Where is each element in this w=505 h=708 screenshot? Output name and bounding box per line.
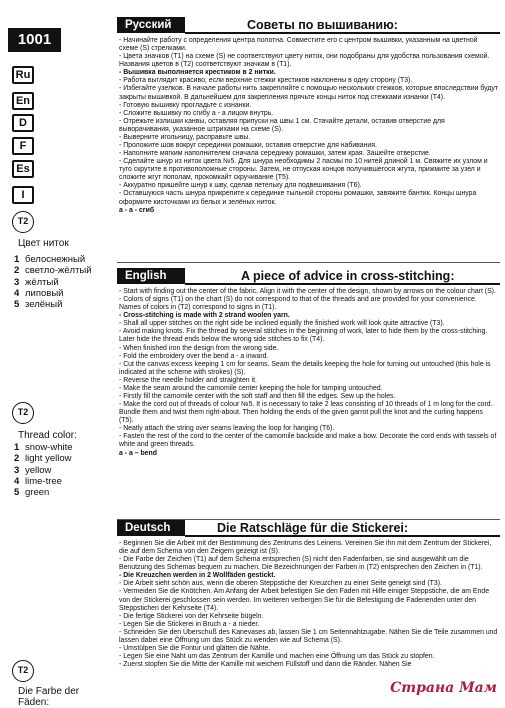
instruction-line: - Shall all upper stitches on the right side be inclined equally the finished work will look quite attractive (T3). bbox=[119, 320, 445, 328]
instruction-line: - Die Kreuzchen werden in 2 Wollfäden gestickt. bbox=[119, 572, 276, 580]
instruction-line: - Die fertige Stickerei von der Kehrseite bügeln. bbox=[119, 612, 264, 620]
instruction-line: а - а - сгиб bbox=[119, 206, 155, 214]
instruction-line: - Наполните мягким наполнителем сначала серединку ромашки, затем края. Зашейте отверстие. bbox=[119, 150, 431, 158]
watermark-logo: Страна Мам bbox=[386, 680, 501, 696]
section-body bbox=[117, 35, 500, 215]
section-tab-russian: Русский bbox=[117, 17, 185, 33]
header-rule bbox=[185, 32, 500, 34]
section-divider bbox=[117, 262, 500, 263]
instruction-line: - When finished iron the design from the wrong side. bbox=[119, 344, 279, 352]
instruction-line: - Выверните игольницу, расправьте швы. bbox=[119, 133, 251, 141]
list-item: 3 жёлтый bbox=[14, 276, 59, 288]
section-title: Die Ratschläge für die Stickerei: bbox=[217, 521, 409, 535]
t2-badge-ru: T2 bbox=[12, 211, 34, 233]
t2-badge-en: T2 bbox=[12, 402, 34, 424]
list-item: 2 светло-жёлтый bbox=[14, 265, 92, 277]
en-color-list bbox=[14, 442, 73, 498]
instruction-line: - Make the cord out of threads of colour №5. It is necessary to take 2 leas consisting of 10 threads of 1 m long for the cord. Bundle them and twist them right-about. Then holding the ends of the given garrot pull the knot and the curling happens (T5). bbox=[119, 401, 493, 425]
section-header bbox=[117, 268, 500, 286]
list-item: 4 липовый bbox=[14, 287, 64, 299]
instruction-line: a - a – bend bbox=[119, 449, 157, 457]
section-header bbox=[117, 17, 500, 35]
header-rule bbox=[185, 535, 500, 537]
instruction-line: - Cross-stitching is made with 2 strand woolen yarn. bbox=[119, 312, 290, 320]
lang-tab-en[interactable]: En bbox=[12, 92, 34, 110]
list-item: 4 lime-tree bbox=[14, 475, 62, 487]
ru-color-title: Цвет ниток bbox=[18, 238, 69, 249]
lang-tab-ru[interactable]: Ru bbox=[12, 66, 34, 84]
instruction-line: - Вышивка выполняется крестиком в 2 нитки. bbox=[119, 69, 276, 77]
instruction-line: - Цвета значков (T1) на схеме (S) не соответствуют цвету ниток, они подобраны для удобства пользования схемой. Названия цветов в (T2) соответствуют значкам в (T1). bbox=[119, 53, 490, 69]
instruction-line: - Schneiden Sie den Überschuß des Kanevases ab, lassen Sie 1 cm Seitennahtzugabe. Nähen Sie die Teile zusammen und lassen dabei eine Öffnung um das Stück zu wenden wie auf Schema (S). bbox=[119, 628, 498, 644]
section-header bbox=[117, 520, 500, 538]
instruction-line: - Die Arbeit sieht schön aus, wenn die oberen Steppstiche der Kreuzchen zu einer Seite geneigt sind (T3). bbox=[119, 580, 442, 588]
product-code: 1001 bbox=[8, 28, 61, 52]
list-item: 5 green bbox=[14, 487, 50, 499]
list-item: 3 yellow bbox=[14, 464, 52, 476]
section-title: A piece of advice in cross-stitching: bbox=[241, 269, 455, 283]
instruction-line: - Beginnen Sie die Arbeit mit der Bestimmung des Zentrums des Leinens. Vereinen Sie ihn mit dem Zentrum der Stickerei, die auf dem Schema von den Zeigern gezeigt ist (S). bbox=[119, 540, 492, 556]
ru-color-list bbox=[14, 254, 92, 310]
section-deutsch bbox=[117, 520, 500, 700]
left-column bbox=[0, 0, 113, 708]
instruction-line: - Avoid making knots. Fix the thread by several stitches in the beginning of work, later to hide them by the cross-stitching. Later hide the thread ends below the wrong side stitches to fix (T4). bbox=[119, 328, 488, 344]
section-body bbox=[117, 286, 500, 458]
instruction-line: - Umstülpen Sie die Fontur und glätten die Nähte. bbox=[119, 645, 271, 653]
instruction-line: - Vermeiden Sie die Knötchen. Am Anfang der Arbeit befestigen Sie den Faden mit Hilfe einiger Steppstiche, die am Ende von der Stickerei geschlossen sein werden. Im weiteren verbergen Sie für die Befestigung die Fadenenden unter den Steppstichen der Kehrseite (T4). bbox=[119, 588, 490, 612]
lang-tab-f[interactable]: F bbox=[12, 137, 34, 155]
instruction-line: - Legen Sie eine Naht um das Zentrum der Kamille und machen eine Öffnung um das Stück zu stopfen. bbox=[119, 653, 435, 661]
t2-badge-de: T2 bbox=[12, 660, 34, 682]
instruction-line: - Готовую вышивку прогладьте с изнанки. bbox=[119, 101, 252, 109]
instruction-line: - Colors of signs (T1) on the chart (S) do not correspond to that of the threads and are provided for your convenience. Names of colors in (T2) correspond to signs in (T1). bbox=[119, 296, 477, 312]
instruction-line: - Legen Sie die Stickerei in Bruch a - a nieder. bbox=[119, 620, 260, 628]
instruction-line: - Make the seam around the camomile center keeping the hole for tamping untouched. bbox=[119, 384, 383, 392]
instruction-line: - Отрежьте излишки канвы, оставляя припуски на швы 1 см. Стачайте детали, оставив отверстие для выворачивания, указанное штрихами на схеме (S). bbox=[119, 117, 445, 133]
instruction-line: - Работа выглядит красиво, если верхние стежки крестиков наклонены в одну сторону (T3). bbox=[119, 77, 413, 85]
section-russian bbox=[117, 17, 500, 261]
instruction-line: - Cut the canvas excess keeping 1 cm for seams. Seam the details keeping the hole for turning out untouched (this hole is indicated at the scheme with strokes) (S). bbox=[119, 360, 491, 376]
section-english bbox=[117, 268, 500, 518]
en-color-title: Thread color: bbox=[18, 430, 77, 441]
section-tab-deutsch: Deutsch bbox=[117, 520, 185, 536]
lang-tab-d[interactable]: D bbox=[12, 114, 34, 132]
instruction-line: - Проложите шов вокруг серединки ромашки, оставив отверстие для набивания. bbox=[119, 142, 377, 150]
header-rule bbox=[185, 283, 500, 285]
instruction-line: - Оставшуюся часть шнура прикрепите к серединке тыльной стороны ромашки, завяжите бантик. Концы шнура оформите кисточками из белых и зелёных ниток. bbox=[119, 190, 477, 206]
instruction-line: - Zuerst stopfen Sie die Mitte der Kamille mit weichem Füllstoff und dann die Ränder. Nähen Sie bbox=[119, 661, 412, 669]
instruction-line: - Аккуратно пришейте шнур к шву, сделав петельку для подвешивания (T6). bbox=[119, 182, 362, 190]
instruction-line: - Fold the embroidery over the bend a - a inward. bbox=[119, 352, 269, 360]
section-title: Советы по вышиванию: bbox=[247, 18, 398, 32]
instruction-line: - Start with finding out the center of the fabric. Align it with the center of the design, shown by arrows on the colour chart (S). bbox=[119, 288, 496, 295]
instruction-line: - Начинайте работу с определения центра полотна. Совместите его с центром вышивки, указанным на цветной схеме (S) стрелками. bbox=[119, 37, 478, 53]
instruction-line: - Fasten the rest of the cord to the center of the camomile backside and make a bow. Decorate the cord ends with tassels of white and green threads. bbox=[119, 433, 497, 449]
de-color-title: Die Farbe der Fäden: bbox=[18, 686, 80, 708]
section-tab-english: English bbox=[117, 268, 185, 284]
lang-tab-i[interactable]: I bbox=[12, 186, 34, 204]
instruction-line: - Neatly attach the string over seams leaving the loop for hanging (T6). bbox=[119, 425, 335, 433]
list-item: 1 белоснежный bbox=[14, 254, 86, 265]
lang-tab-es[interactable]: Es bbox=[12, 160, 34, 178]
instruction-line: - Сделайте шнур из ниток цвета №5. Для шнура необходимы 2 пасмы по 10 нитей длиной 1 м. Свяжите их узлом и туго скрутите в противоположные стороны. Затем, не отпуская концов получившегося жгута, прижмите за узел и сложите жгут пополам, прокомкайт скручивание (T5). bbox=[119, 158, 488, 182]
instruction-line: - Избегайте узелков. В начале работы нить закрепляйте с помощью нескольких стежков, которые впоследствии будут закрыты вышивкой. В дальнейшем для закрепления прячьте концы ниток под стежками изнанки (T4). bbox=[119, 85, 498, 101]
instruction-line: - Firstly fill the camomile center with the soft staff and then fill the edges. Sew up the holes. bbox=[119, 393, 396, 401]
list-item: 5 зелёный bbox=[14, 299, 63, 311]
list-item: 2 light yellow bbox=[14, 453, 72, 465]
section-body bbox=[117, 538, 500, 669]
instruction-line: - Die Farbe der Zeichen (T1) auf dem Schema entsprechen (S) nicht den Fadenfarben, sie sind ausgewählt um die Benutzung des Schemas bequem zu machen. Die Bezeichnungen der Farben in (T2) entsprechen den Zeichen in (T1). bbox=[119, 556, 483, 572]
list-item: 1 snow-white bbox=[14, 442, 73, 453]
instruction-line: - Сложите вышивку по сгибу а - а лицом внутрь. bbox=[119, 109, 274, 117]
instruction-line: - Reverse the needle holder and straighten it. bbox=[119, 376, 257, 384]
